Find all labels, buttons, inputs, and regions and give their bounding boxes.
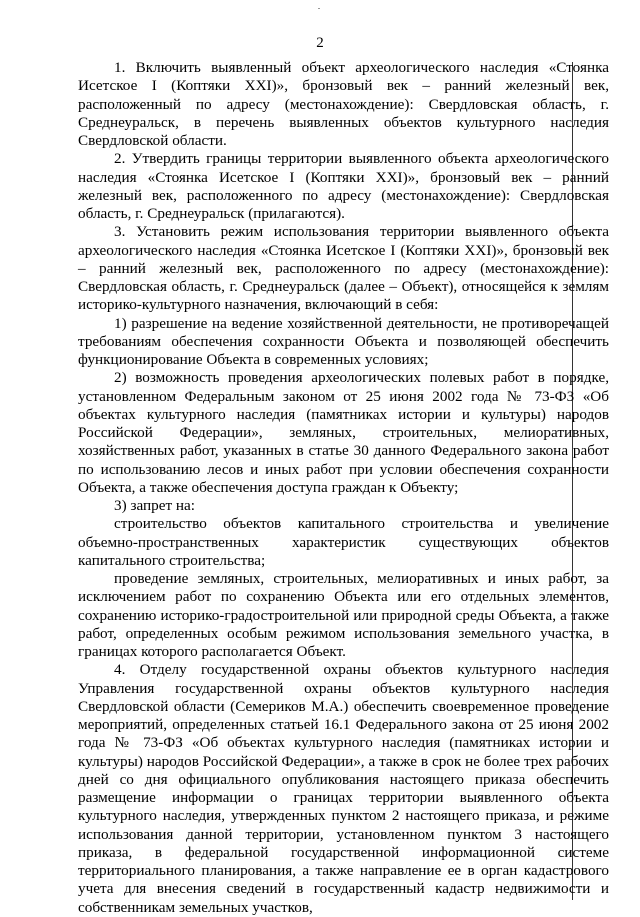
paragraph-3-usage-regime: 3. Установить режим использования территории выявленного объекта археологического наследия «Стоянка Исетское I (Коптяки XXI)», бронзовый век – ранний железный век, расположенного по адресу (местонахождение): Свердловская область, г. Среднеуральск (далее – Объект), относящейся к землям историко-культурного назначения, включающий в себя: <box>78 223 609 314</box>
page-number: 2 <box>316 35 324 51</box>
paragraph-prohibition-works: проведение земляных, строительных, мелиоративных и иных работ, за исключением работ по сохранению Объекта или его отдельных элементов, сохранению историко-градостроительной или природной среды Объекта, а также работ, определенных особым режимом использования земельного участка, в границах которого располагается Объект. <box>78 570 609 660</box>
paragraph-3-2-archaeological-works: 2) возможность проведения археологических полевых работ в порядке, установленном Федеральным законом от 25 июня 2002 года № 73-ФЗ «Об объектах культурного наследия (памятниках истории и культуры) народов Российской Федерации», земляных, строительных, мелиоративных, хозяйственных работ, указанных в статье 30 данного Федерального закона работ по использованию лесов и иных работ при условии обеспечения сохранности Объекта, а также обеспечения доступа граждан к Объекту; <box>78 369 609 496</box>
paragraph-prohibition-construction: строительство объектов капитального строительства и увеличение объемно-пространственных характеристик существующих объектов капитального строительства; <box>78 515 609 569</box>
paragraph-1-include-object: 1. Включить выявленный объект археологического наследия «Стоянка Исетское I (Коптяки XXI)», бронзовый век – ранний железный век, расположенный по адресу (местонахождение): Свердловская область, г. Среднеуральск, в перечень выявленных объектов культурного наследия Свердловской области. <box>78 59 609 149</box>
paragraph-2-approve-boundaries: 2. Утвердить границы территории выявленного объекта археологического наследия «Стоянка Исетское I (Коптяки XXI)», бронзовый век – ранний железный век, расположенного по адресу (местонахождение): Свердловская область, г. Среднеуральск (прилагаются). <box>78 150 609 222</box>
paragraph-3-1-economic-activity: 1) разрешение на ведение хозяйственной деятельности, не противоречащей требованиям обеспечения сохранности Объекта и позволяющей обеспечить функционирование Объекта в современных условиях; <box>78 314 609 368</box>
paragraph-3-3-prohibition: 3) запрет на: <box>114 497 195 514</box>
document-body <box>78 59 609 917</box>
scan-artifact <box>318 8 320 9</box>
paragraph-4-department-duties: 4. Отделу государственной охраны объектов культурного наследия Управления государственной охраны объектов культурного наследия Свердловской области (Семериков М.А.) обеспечить своевременное проведение мероприятий, определенных статьей 16.1 Федерального закона от 25 июня 2002 года № 73-ФЗ «Об объектах культурного наследия (памятниках истории и культуры) народов Российской Федерации», а также в срок не более трех рабочих дней со дня официального опубликования настоящего приказа обеспечить размещение информации о границах территории выявленного объекта культурного наследия, утвержденных пунктом 2 настоящего приказа, и режиме использования данной территории, установленном пунктом 3 настоящего приказа, в федеральной государственной информационной системе территориального планирования, а также направление ее в орган кадастрового учета для внесения сведений в государственный кадастр недвижимости и собственникам земельных участков, <box>78 661 609 916</box>
